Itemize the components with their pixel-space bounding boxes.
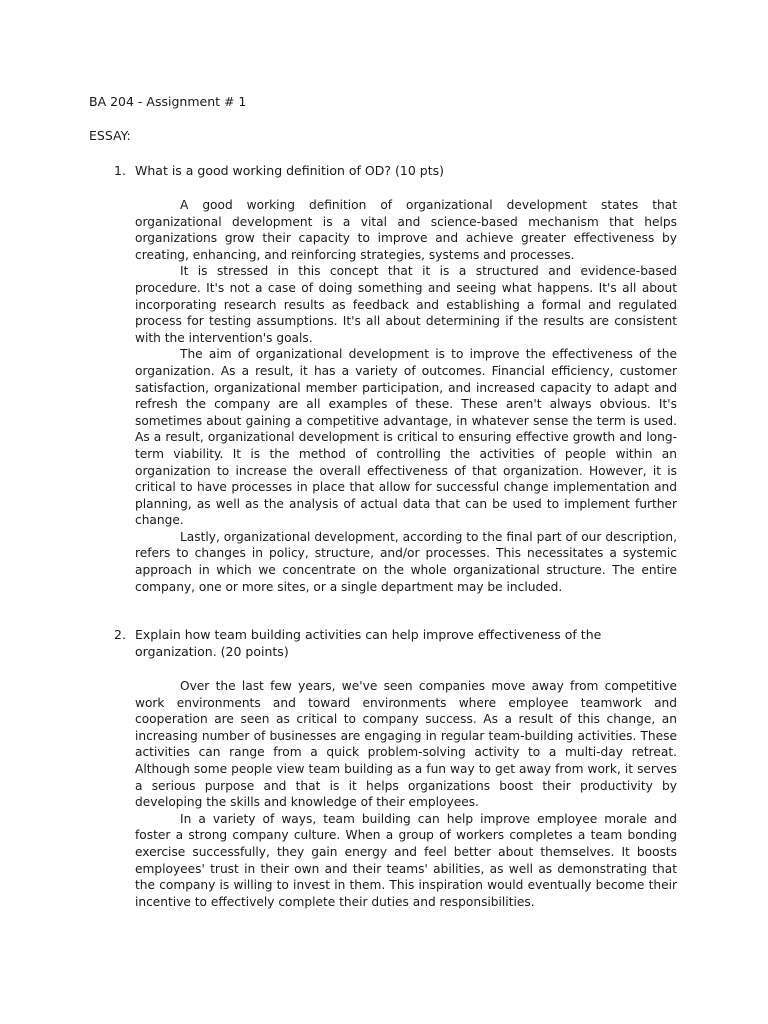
- answer-paragraph: A good working definition of organizational development states that organizational development is a vital and science-based mechanism that helps organizations grow their capacity to improve and achieve greater effectiveness by creating, enhancing, and reinforcing strategies, systems and processes.: [135, 198, 677, 262]
- question-prompt: What is a good working definition of OD? (10 pts): [135, 163, 444, 178]
- answer-paragraph: The aim of organizational development is to improve the effectiveness of the organization. As a result, it has a variety of outcomes. Financial efficiency, customer satisfaction, organizational member participation, and increased capacity to adapt and refresh the company are all examples of these. These aren't always obvious. It's sometimes about gaining a competitive advantage, in whatever sense the term is used. As a result, organizational development is critical to ensuring effective growth and long-term viability. It is the method of controlling the activities of people within an organization to increase the overall effectiveness of that organization. However, it is critical to have processes in place that allow for successful change implementation and planning, as well as the analysis of actual data that can be used to implement further change.: [135, 347, 677, 528]
- answer-2: [135, 678, 677, 910]
- answer-paragraph: Lastly, organizational development, according to the final part of our description, refers to changes in policy, structure, and/or processes. This necessitates a systemic approach in which we concentrate on the whole organizational structure. The entire company, one or more sites, or a single department may be included.: [135, 529, 677, 594]
- question-number: 1.: [114, 163, 126, 178]
- section-heading: ESSAY:: [89, 128, 131, 143]
- question-number: 2.: [114, 627, 126, 642]
- question-1: [114, 163, 680, 180]
- answer-paragraph: Over the last few years, we've seen companies move away from competitive work environments and toward environments where employee teamwork and cooperation are seen as critical to company success. As a result of this change, an increasing number of businesses are engaging in regular team-building activities. These activities can range from a quick problem-solving activity to a multi-day retreat. Although some people view team building as a fun way to get away from work, it serves a serious purpose and that is it helps organizations boost their productivity by developing the skills and knowledge of their employees.: [135, 679, 677, 810]
- document-title: BA 204 - Assignment # 1: [89, 94, 247, 109]
- answer-1: [135, 197, 677, 595]
- question-prompt: Explain how team building activities can help improve effectiveness of the organization. (20 points): [135, 627, 602, 659]
- question-2: [114, 627, 680, 660]
- answer-paragraph: In a variety of ways, team building can help improve employee morale and foster a strong company culture. When a group of workers completes a team bonding exercise successfully, they gain energy and feel better about themselves. It boosts employees' trust in their own and their teams' abilities, as well as demonstrating that the company is willing to invest in them. This inspiration would eventually become their incentive to effectively complete their duties and responsibilities.: [135, 811, 677, 909]
- answer-paragraph: It is stressed in this concept that it is a structured and evidence-based procedure. It's not a case of doing something and seeing what happens. It's all about incorporating research results as feedback and establishing a formal and regulated process for testing assumptions. It's all about determining if the results are consistent with the intervention's goals.: [135, 264, 677, 345]
